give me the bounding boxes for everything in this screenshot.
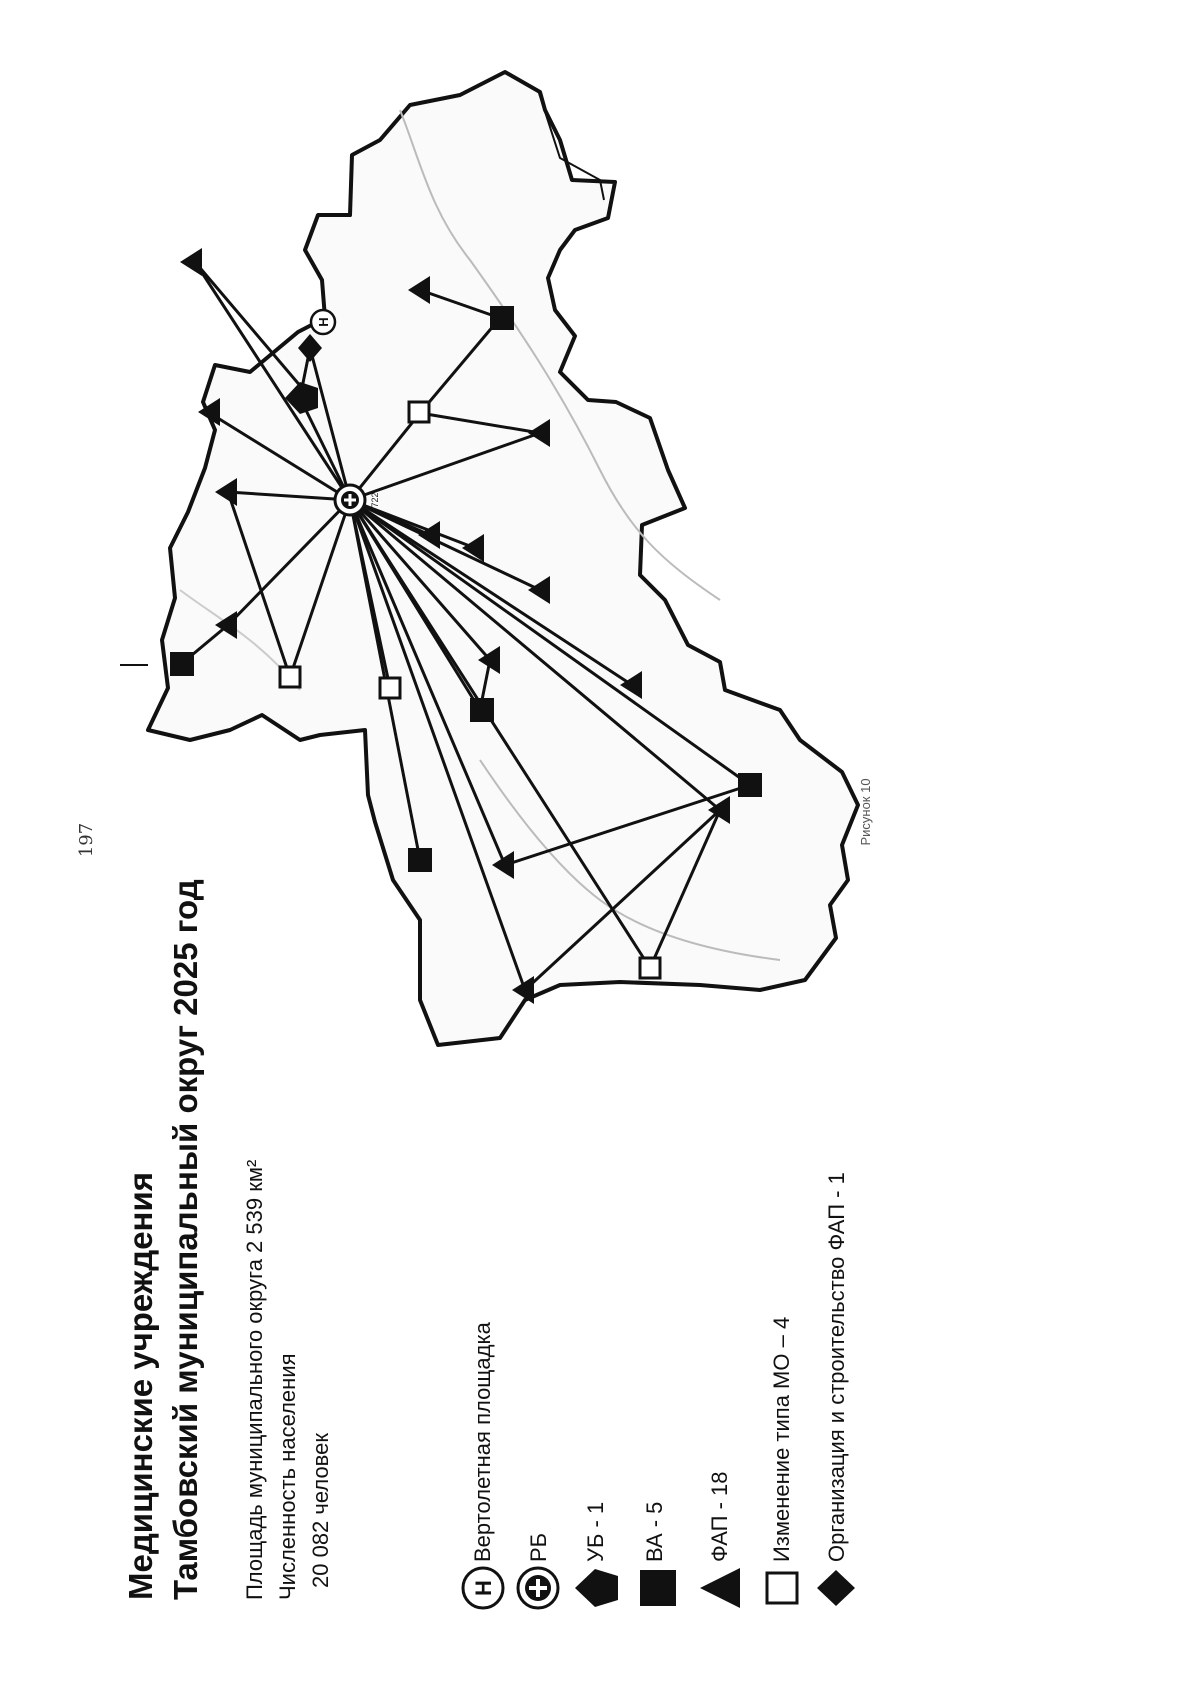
- helipad-marker: [311, 310, 335, 334]
- va-marker: [170, 652, 194, 676]
- pentagon-icon: [575, 1569, 618, 1607]
- va-marker: [408, 848, 432, 872]
- legend-label-va: ВА - 5: [642, 1501, 667, 1562]
- population-value: 20 082 человек: [308, 1433, 333, 1588]
- rb-hub-marker: [335, 485, 365, 515]
- legend-label-change: Изменение типа МО – 4: [769, 1316, 794, 1562]
- triangle-icon: [700, 1568, 740, 1608]
- figure-caption: Рисунок 10: [858, 778, 873, 846]
- title-line-1: Медицинские учреждения: [122, 1171, 159, 1600]
- change-type-marker: [640, 958, 660, 978]
- filled-square-icon: [640, 1570, 676, 1606]
- circled-h-icon: [463, 1568, 503, 1608]
- legend: [463, 1172, 855, 1608]
- district-map: [120, 72, 858, 1045]
- change-type-marker: [409, 402, 429, 422]
- legend-label-helipad: Вертолетная площадка: [470, 1322, 495, 1562]
- change-type-marker: [280, 667, 300, 687]
- hub-label: 722: [370, 492, 380, 508]
- svg-text:H: H: [471, 1580, 496, 1596]
- va-marker: [738, 773, 762, 797]
- change-type-marker: [380, 678, 400, 698]
- va-marker: [490, 306, 514, 330]
- fap-marker: [180, 248, 202, 276]
- area-text: Площадь муниципального округа 2 539 км²: [242, 1159, 267, 1600]
- population-label: Численность населения: [275, 1353, 300, 1600]
- diamond-icon: [817, 1570, 855, 1606]
- va-marker: [470, 698, 494, 722]
- svg-text:H: H: [316, 317, 331, 327]
- legend-label-fap: ФАП - 18: [707, 1471, 732, 1562]
- legend-label-new-fap: Организация и строительство ФАП - 1: [824, 1172, 849, 1562]
- legend-label-ub: УБ - 1: [583, 1501, 608, 1562]
- legend-label-rb: РБ: [526, 1532, 551, 1562]
- title-line-2: Тамбовский муниципальный округ 2025 год: [167, 879, 204, 1600]
- circled-plus-icon: [518, 1568, 558, 1608]
- district-boundary: [148, 72, 858, 1045]
- hollow-square-icon: [767, 1573, 797, 1603]
- page-number: 197: [76, 822, 97, 858]
